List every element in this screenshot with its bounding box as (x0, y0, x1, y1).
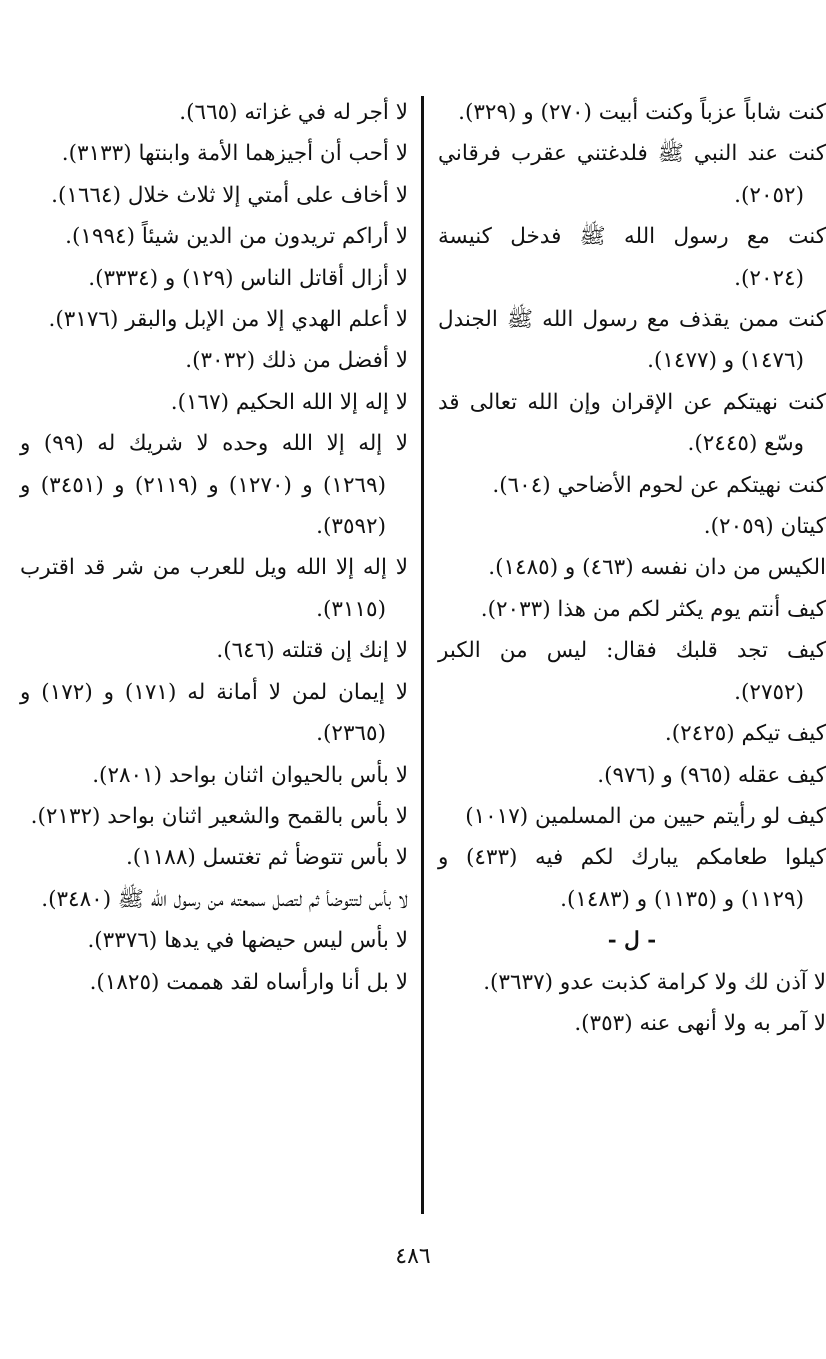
index-entry: كيف تيكم (٢٤٢٥). (664, 721, 826, 747)
index-entry: لا بأس بالحيوان اثنان بواحد (٢٨٠١). (92, 762, 408, 788)
index-entry: لا إيمان لمن لا أمانة له (١٧١) و (١٧٢) و (٢٣٦٥). (20, 679, 409, 747)
index-entry: كنت نهيتكم عن لحوم الأضاحي (٦٠٤). (492, 472, 826, 498)
index-entry: كيلوا طعامكم يبارك لكم فيه (٤٣٣) و (١١٢٩) و (١١٣٥) و (١٤٨٣). (438, 845, 826, 912)
index-entry: كيف لو رأيتم حيين من المسلمين (١٠١٧) (465, 803, 826, 829)
index-entry: لا أخاف على أمتي إلا ثلاث خلال (١٦٦٤). (51, 182, 408, 208)
index-entry: لا أعلم الهدي إلا من الإبل والبقر (٣١٧٦). (48, 307, 408, 333)
index-entry: لا آمر به ولا أنهى عنه (٣٥٣). (574, 1010, 826, 1036)
index-entry: لا إله إلا الله وحده لا شريك له (٩٩) و (١٢٦٩) و (١٢٧٠) و (٢١١٩) و (٣٤٥١) و (٣٥٩٢). (20, 431, 409, 540)
index-entry: كيف أنتم يوم يكثر لكم من هذا (٢٠٣٣). (480, 596, 826, 622)
index-entry: لا آذن لك ولا كرامة كذبت عدو (٣٦٣٧). (483, 969, 826, 995)
index-entry: لا بأس لتتوضأ ثم لتصل سمعته من رسول الله ﷺ (٣٤٨٠). (41, 886, 408, 912)
index-entry: لا بأس بالقمح والشعير اثنان بواحد (٢١٣٢). (30, 803, 408, 829)
index-entry: لا أحب أن أجيزهما الأمة وابنتها (٣١٣٣). (61, 141, 408, 167)
index-column-left (20, 92, 408, 1003)
index-entry: لا بأس تتوضأ ثم تغتسل (١١٨٨). (125, 845, 408, 871)
index-entry: الكيس من دان نفسه (٤٦٣) و (١٤٨٥). (488, 555, 826, 581)
index-entry: كيتان (٢٠٥٩). (703, 514, 826, 540)
index-entry: كنت شاباً عزباً وكنت أبيت (٢٧٠) و (٣٢٩). (458, 100, 826, 125)
index-column-right (438, 92, 826, 1044)
index-entry: لا أزال أقاتل الناس (١٢٩) و (٣٣٣٤). (88, 265, 408, 291)
index-entry: كنت نهيتكم عن الإقران وإن الله تعالى قد وسّع (٢٤٤٥). (438, 389, 826, 457)
index-entry: لا أجر له في غزاته (٦٦٥). (179, 100, 408, 125)
column-divider (421, 96, 424, 1214)
index-entry: كيف تجد قلبك فقال: ليس من الكبر (٢٧٥٢). (438, 638, 826, 705)
index-entry: لا بل أنا وارأساه لقد هممت (١٨٢٥). (89, 969, 408, 995)
index-entry: كيف عقله (٩٦٥) و (٩٧٦). (597, 762, 826, 788)
index-entry: كنت ممن يقذف مع رسول الله ﷺ الجندل (١٤٧٦) و (١٤٧٧). (438, 307, 826, 374)
index-entry: لا أفضل من ذلك (٣٠٣٢). (185, 348, 408, 374)
index-entry: لا أراكم تريدون من الدين شيئاً (١٩٩٤). (65, 224, 408, 250)
index-entry: كنت عند النبي ﷺ فلدغتني عقرب فرقاني (٢٠٥٢). (438, 141, 826, 208)
index-entry: لا بأس ليس حيضها في يدها (٣٣٧٦). (87, 928, 408, 954)
section-letter-heading: - ل - (607, 928, 657, 954)
index-entry: لا إنك إن قتلته (٦٤٦). (216, 638, 408, 664)
index-entry: كنت مع رسول الله ﷺ فدخل كنيسة (٢٠٢٤). (438, 224, 826, 291)
index-entry: لا إله إلا الله ويل للعرب من شر قد اقترب (٣١١٥). (20, 555, 408, 622)
page-number: ٤٨٦ (395, 1244, 431, 1269)
index-entry: لا إله إلا الله الحكيم (١٦٧). (170, 389, 408, 415)
